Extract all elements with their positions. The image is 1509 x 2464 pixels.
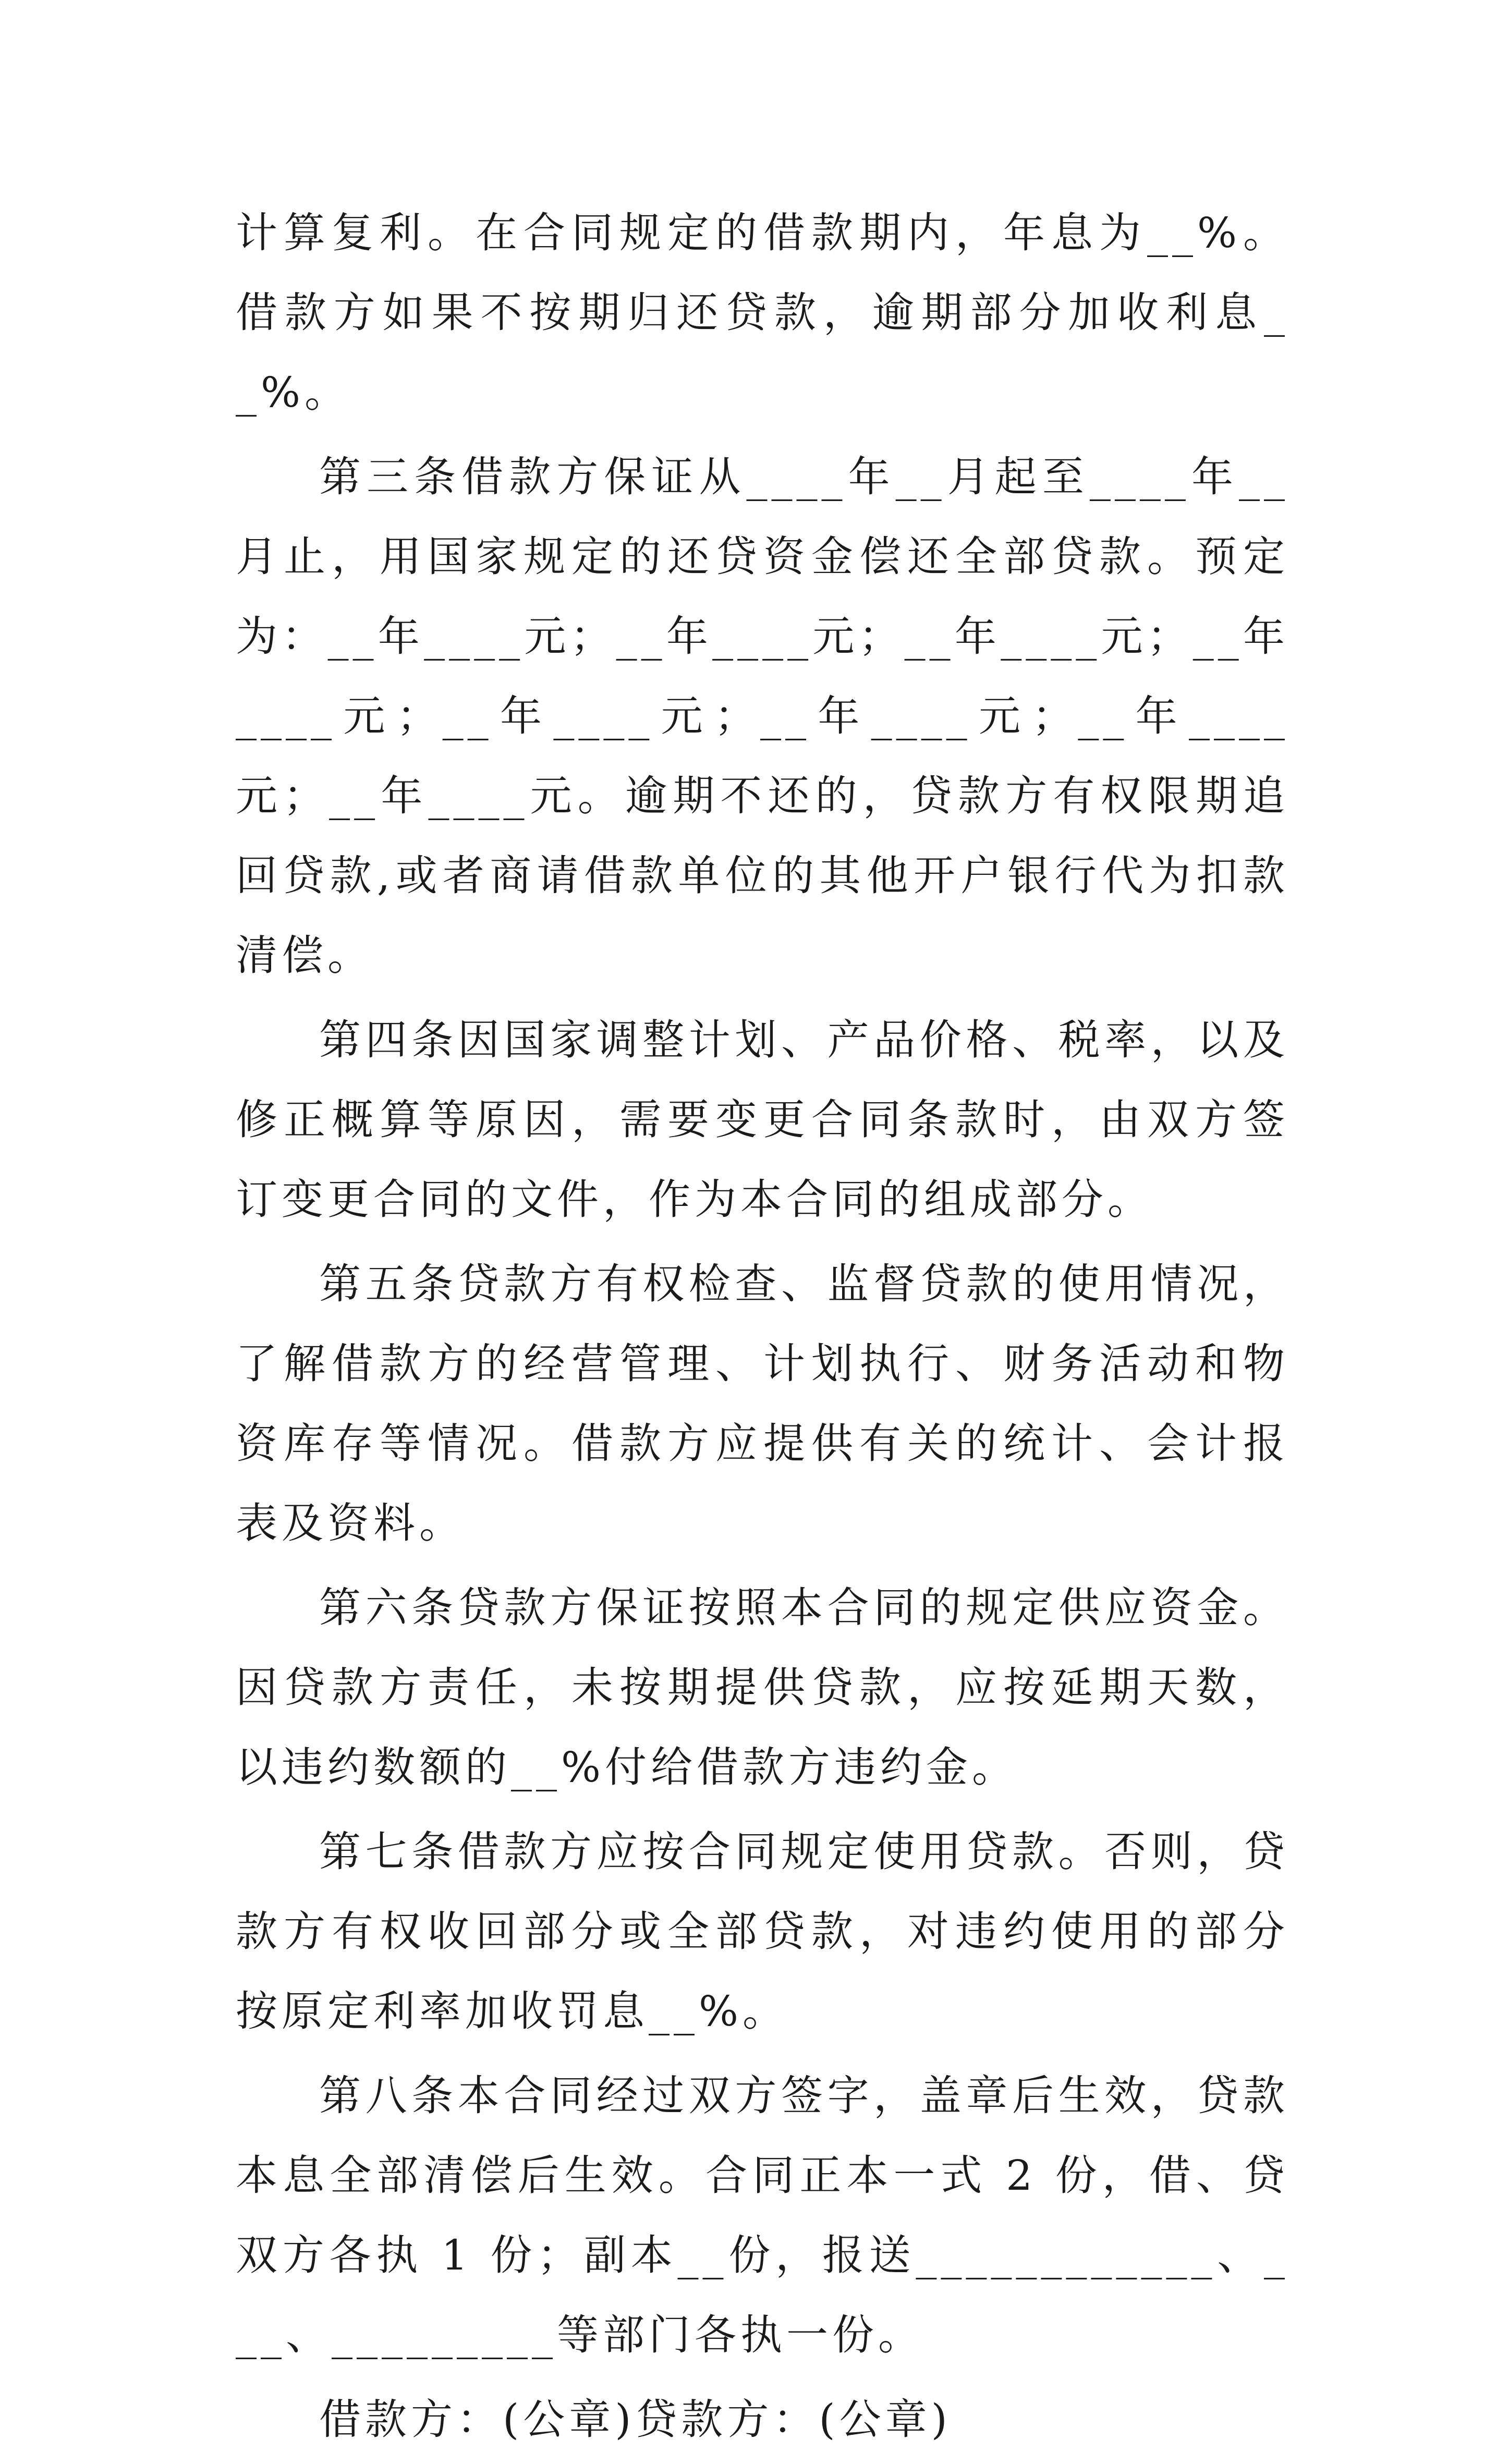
paragraph-article-6: 第六条贷款方保证按照本合同的规定供应资金。因贷款方责任，未按期提供贷款，应按延期天数，以违约数额的__%付给借款方违约金。 [236, 1583, 1289, 1791]
paragraph-article-3: 第三条借款方保证从____年__月起至____年__月止，用国家规定的还贷资金偿还全部贷款。预定为：__年____元；__年____元；__年____元；__年____元；__年____元；__年____元；__年____元；__年____元。逾期不还的，贷款方有权限期追回贷款,或者商请借款单位的其他开户银行代为扣款清偿。 [236, 453, 1289, 980]
paragraph-article-5: 第五条贷款方有权检查、监督贷款的使用情况，了解借款方的经营管理、计划执行、财务活动和物资库存等情况。借款方应提供有关的统计、会计报表及资料。 [236, 1260, 1289, 1547]
paragraph-interest-rate: 计算复利。在合同规定的借款期内，年息为__%。借款方如果不按期归还贷款，逾期部分加收利息__%。 [236, 209, 1289, 417]
contract-body [236, 193, 1289, 2464]
paragraph-article-8: 第八条本合同经过双方签字，盖章后生效，贷款本息全部清偿后生效。合同正本一式 2 份，借、贷双方各执 1 份；副本__份，报送____________、___、_________等部门各执一份。 [236, 2071, 1289, 2359]
paragraph-article-4: 第四条因国家调整计划、产品价格、税率，以及修正概算等原因，需要变更合同条款时，由双方签订变更合同的文件，作为本合同的组成部分。 [236, 1016, 1289, 1224]
paragraph-article-7: 第七条借款方应按合同规定使用贷款。否则，贷款方有权收回部分或全部贷款，对违约使用的部分按原定利率加收罚息__%。 [236, 1827, 1289, 2035]
signature-line: 借款方：(公章)贷款方：(公章) [319, 2395, 952, 2444]
